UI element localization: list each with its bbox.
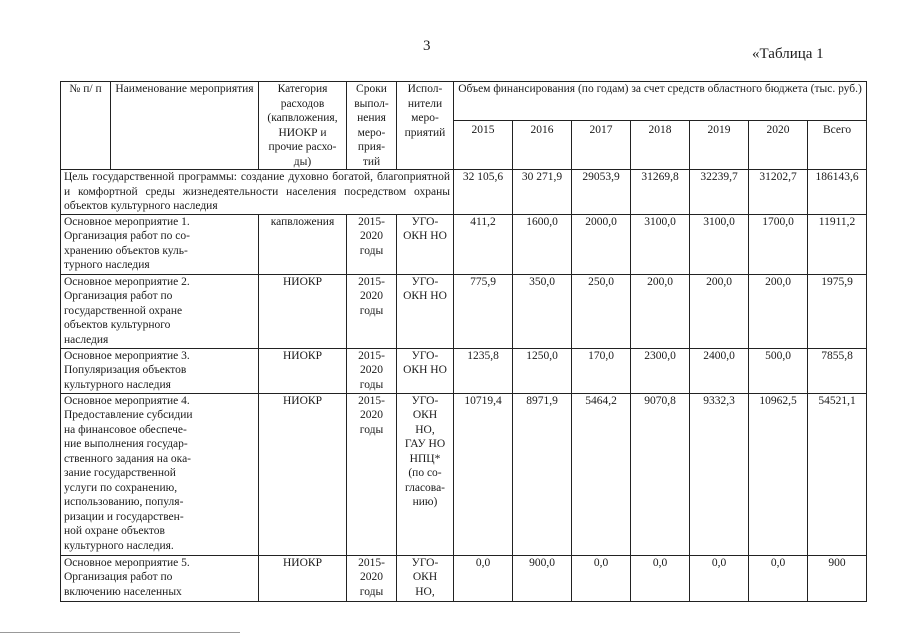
header-name: Наименование мероприятия xyxy=(111,82,259,170)
measure-value-2018: 2300,0 xyxy=(631,348,690,393)
measure-executors: УГО- ОКН НО, xyxy=(397,555,454,601)
measure-executors: УГО- ОКН НО xyxy=(397,274,454,348)
measure-value-2017: 2000,0 xyxy=(572,214,631,274)
measure-value-2016: 1250,0 xyxy=(513,348,572,393)
measure-value-2020: 0,0 xyxy=(749,555,808,601)
header-terms: Сроки выпол- нения меро- прия- тий xyxy=(347,82,397,170)
goal-value-2020: 31202,7 xyxy=(749,170,808,215)
table-caption: «Таблица 1 xyxy=(752,46,824,62)
measure-value-2016: 1600,0 xyxy=(513,214,572,274)
measure-category: НИОКР xyxy=(259,274,347,348)
measure-value-2017: 250,0 xyxy=(572,274,631,348)
year-2016: 2016 xyxy=(513,120,572,169)
measure-value-2017: 170,0 xyxy=(572,348,631,393)
header-num: № п/ п xyxy=(61,82,111,170)
measure-value-2015: 775,9 xyxy=(454,274,513,348)
table-row xyxy=(61,274,867,348)
year-2017: 2017 xyxy=(572,120,631,169)
measure-category: НИОКР xyxy=(259,555,347,601)
measure-value-2015: 0,0 xyxy=(454,555,513,601)
table-row xyxy=(61,555,867,601)
measure-value-2019: 0,0 xyxy=(690,555,749,601)
measure-value-2018: 3100,0 xyxy=(631,214,690,274)
measure-value-2020: 1700,0 xyxy=(749,214,808,274)
measure-name: Основное мероприятие 4. Предоставление субсидии на финансовое обеспече- ние выполнения государ- ственного задания на ока- зание государственной услуги по сохранению, использованию, популя- ризации и государствен- ной охране объектов культурного наследия. xyxy=(61,393,259,555)
goal-value-2018: 31269,8 xyxy=(631,170,690,215)
page-number: 3 xyxy=(423,38,431,54)
table-row xyxy=(61,214,867,274)
measure-executors: УГО- ОКН НО xyxy=(397,214,454,274)
year-2018: 2018 xyxy=(631,120,690,169)
measure-terms: 2015- 2020 годы xyxy=(347,555,397,601)
measure-value-2015: 1235,8 xyxy=(454,348,513,393)
measure-value-2016: 900,0 xyxy=(513,555,572,601)
header-funding: Объем финансирования (по годам) за счет средств областного бюджета (тыс. руб.) xyxy=(454,82,867,121)
measure-name: Основное мероприятие 3. Популяризация объектов культурного наследия xyxy=(61,348,259,393)
year-2020: 2020 xyxy=(749,120,808,169)
measure-terms: 2015- 2020 годы xyxy=(347,348,397,393)
measure-category: НИОКР xyxy=(259,348,347,393)
measure-category: НИОКР xyxy=(259,393,347,555)
measure-name: Основное мероприятие 2. Организация работ по государственной охране объектов культурного наследия xyxy=(61,274,259,348)
measure-value-total: 1975,9 xyxy=(808,274,867,348)
measure-executors: УГО- ОКН НО xyxy=(397,348,454,393)
budget-table xyxy=(60,81,867,602)
measure-executors: УГО- ОКН НО, ГАУ НО НПЦ* (по со- гласова- нию) xyxy=(397,393,454,555)
goal-value-total: 186143,6 xyxy=(808,170,867,215)
goal-value-2017: 29053,9 xyxy=(572,170,631,215)
goal-value-2019: 32239,7 xyxy=(690,170,749,215)
measure-value-2020: 200,0 xyxy=(749,274,808,348)
goal-value-2016: 30 271,9 xyxy=(513,170,572,215)
measure-terms: 2015- 2020 годы xyxy=(347,274,397,348)
measure-value-total: 7855,8 xyxy=(808,348,867,393)
year-2019: 2019 xyxy=(690,120,749,169)
table-row xyxy=(61,348,867,393)
goal-value-2015: 32 105,6 xyxy=(454,170,513,215)
measure-name: Основное мероприятие 5. Организация работ по включению населенных xyxy=(61,555,259,601)
measure-value-2016: 8971,9 xyxy=(513,393,572,555)
measure-value-2019: 9332,3 xyxy=(690,393,749,555)
measure-terms: 2015- 2020 годы xyxy=(347,214,397,274)
year-total: Всего xyxy=(808,120,867,169)
measure-value-total: 54521,1 xyxy=(808,393,867,555)
header-executors: Испол- нители меро- приятий xyxy=(397,82,454,170)
goal-text: Цель государственной программы: создание духовно богатой, благоприятной и комфортной среды жизнедеятельности населения посредством охраны объектов культурного наследия xyxy=(61,170,454,215)
measure-value-2020: 500,0 xyxy=(749,348,808,393)
measure-value-total: 11911,2 xyxy=(808,214,867,274)
scan-edge-line xyxy=(0,632,240,633)
measure-value-2019: 200,0 xyxy=(690,274,749,348)
measure-value-2017: 5464,2 xyxy=(572,393,631,555)
measure-value-total: 900 xyxy=(808,555,867,601)
measure-value-2018: 200,0 xyxy=(631,274,690,348)
measure-value-2019: 2400,0 xyxy=(690,348,749,393)
measure-value-2018: 0,0 xyxy=(631,555,690,601)
year-2015: 2015 xyxy=(454,120,513,169)
measure-value-2016: 350,0 xyxy=(513,274,572,348)
table-row xyxy=(61,393,867,555)
measure-category: капвложения xyxy=(259,214,347,274)
header-row-top xyxy=(61,82,867,121)
measure-value-2020: 10962,5 xyxy=(749,393,808,555)
measure-value-2017: 0,0 xyxy=(572,555,631,601)
measure-value-2018: 9070,8 xyxy=(631,393,690,555)
header-category: Категория расходов (капвложения, НИОКР и прочие расхо- ды) xyxy=(259,82,347,170)
measure-value-2015: 10719,4 xyxy=(454,393,513,555)
goal-row xyxy=(61,170,867,215)
measure-terms: 2015- 2020 годы xyxy=(347,393,397,555)
measure-name: Основное мероприятие 1. Организация работ по со- хранению объектов куль- турного наследия xyxy=(61,214,259,274)
measure-value-2019: 3100,0 xyxy=(690,214,749,274)
measure-value-2015: 411,2 xyxy=(454,214,513,274)
